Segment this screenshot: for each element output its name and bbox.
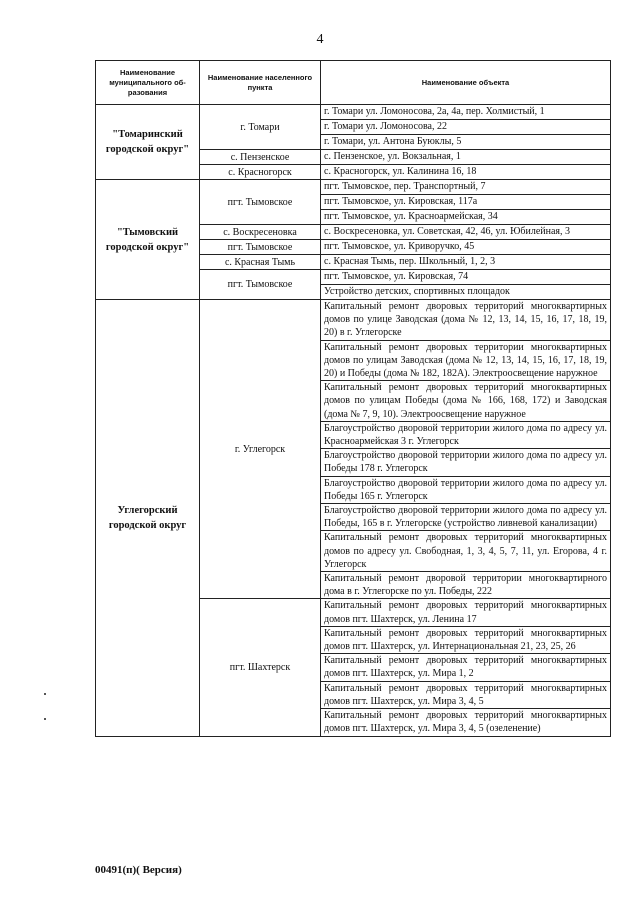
- settlement-cell: пгт. Тымовское: [200, 180, 321, 225]
- object-cell: Благоустройство дворовой территории жилого дома по адресу ул. Победы, 165 в г. Углегорске (устройство ливневой канализации): [321, 504, 611, 531]
- settlement-cell: с. Красногорск: [200, 165, 321, 180]
- municipality-cell: "Томаринский городской округ": [96, 105, 200, 180]
- object-cell: Капитальный ремонт дворовых территорий многоквартирных домов пгт. Шахтерск, ул. Мира 3, 4, 5: [321, 681, 611, 708]
- table-header-row: [96, 61, 611, 105]
- object-cell: Капитальный ремонт дворовых территорий многоквартирных домов по улицам Победы (дома № 166, 168, 172) и Заводская (дома № 7, 9, 10). Электроосвещение наружное: [321, 381, 611, 422]
- object-cell: Капитальный ремонт дворовой территории многоквартирного дома в г. Углегорске по ул. Победы, 222: [321, 572, 611, 599]
- settlement-cell: пгт. Тымовское: [200, 240, 321, 255]
- object-cell: г. Томари, ул. Антона Буюклы, 5: [321, 135, 611, 150]
- object-cell: Капитальный ремонт дворовых территорий многоквартирных домов пгт. Шахтерск, ул. Ленина 17: [321, 599, 611, 626]
- object-cell: пгт. Тымовское, ул. Криворучко, 45: [321, 240, 611, 255]
- object-cell: с. Пензенское, ул. Вокзальная, 1: [321, 150, 611, 165]
- municipality-cell: Углегорский городской округ: [96, 300, 200, 737]
- table-row: [96, 180, 611, 195]
- object-cell: Капитальный ремонт дворовых территорий многоквартирных домов по улице Заводская (дома № 12, 13, 14, 15, 16, 17, 18, 19, 20) в г. Углегорске: [321, 300, 611, 341]
- object-cell: Благоустройство дворовой территории жилого дома по адресу ул. Победы 178 г. Углегорск: [321, 449, 611, 476]
- object-cell: Благоустройство дворовой территории жилого дома по адресу ул. Красноармейская 3 г. Углегорск: [321, 421, 611, 448]
- settlement-cell: пгт. Тымовское: [200, 270, 321, 300]
- header-municipality: Наименование муниципального об- разования: [96, 61, 200, 105]
- object-cell: пгт. Тымовское, ул. Красноармейская, 34: [321, 210, 611, 225]
- margin-mark: [44, 718, 46, 720]
- settlement-cell: с. Красная Тымь: [200, 255, 321, 270]
- objects-table: [95, 60, 611, 737]
- object-cell: пгт. Тымовское, ул. Кировская, 117а: [321, 195, 611, 210]
- object-cell: Устройство детских, спортивных площадок: [321, 285, 611, 300]
- object-cell: с. Красная Тымь, пер. Школьный, 1, 2, 3: [321, 255, 611, 270]
- settlement-cell: г. Углегорск: [200, 300, 321, 599]
- object-cell: с. Красногорск, ул. Калинина 16, 18: [321, 165, 611, 180]
- header-object: Наименование объекта: [321, 61, 611, 105]
- footer-code: 00491(п)( Версия): [95, 864, 182, 876]
- settlement-cell: с. Воскресеновка: [200, 225, 321, 240]
- municipality-cell: "Тымовский городской округ": [96, 180, 200, 300]
- settlement-cell: г. Томари: [200, 105, 321, 150]
- object-cell: пгт. Тымовское, ул. Кировская, 74: [321, 270, 611, 285]
- page-number: 4: [316, 32, 324, 47]
- object-cell: Капитальный ремонт дворовых территорий многоквартирных домов пгт. Шахтерск, ул. Мира 3, 4, 5 (озеленение): [321, 709, 611, 736]
- settlement-cell: пгт. Шахтерск: [200, 599, 321, 736]
- object-cell: Капитальный ремонт дворовых территорий многоквартирных домов пгт. Шахтерск, ул. Интернациональная 21, 23, 25, 26: [321, 626, 611, 653]
- object-cell: Капитальный ремонт дворовых территорий многоквартирных домов пгт. Шахтерск, ул. Мира 1, 2: [321, 654, 611, 681]
- table-body: [96, 105, 611, 737]
- header-settlement: Наименование населенного пункта: [200, 61, 321, 105]
- margin-mark: [44, 693, 46, 695]
- settlement-cell: с. Пензенское: [200, 150, 321, 165]
- object-cell: Капитальный ремонт дворовых территорий многоквартирных домов по адресу ул. Свободная, 1, 3, 4, 5, 7, 11, ул. Егорова, 4 г. Углегорск: [321, 531, 611, 572]
- table-row: [96, 300, 611, 341]
- object-cell: г. Томари ул. Ломоносова, 22: [321, 120, 611, 135]
- object-cell: г. Томари ул. Ломоносова, 2а, 4а, пер. Холмистый, 1: [321, 105, 611, 120]
- table-row: [96, 105, 611, 120]
- object-cell: пгт. Тымовское, пер. Транспортный, 7: [321, 180, 611, 195]
- object-cell: Благоустройство дворовой территории жилого дома по адресу ул. Победы 165 г. Углегорск: [321, 476, 611, 503]
- object-cell: с. Воскресеновка, ул. Советская, 42, 46, ул. Юбилейная, 3: [321, 225, 611, 240]
- object-cell: Капитальный ремонт дворовых территории многоквартирных домов по улицам Заводская (дома № 12, 13, 14, 15, 16, 17, 18, 19, 20) и Победы (дома № 182, 182А). Электроосвещение наружное: [321, 340, 611, 381]
